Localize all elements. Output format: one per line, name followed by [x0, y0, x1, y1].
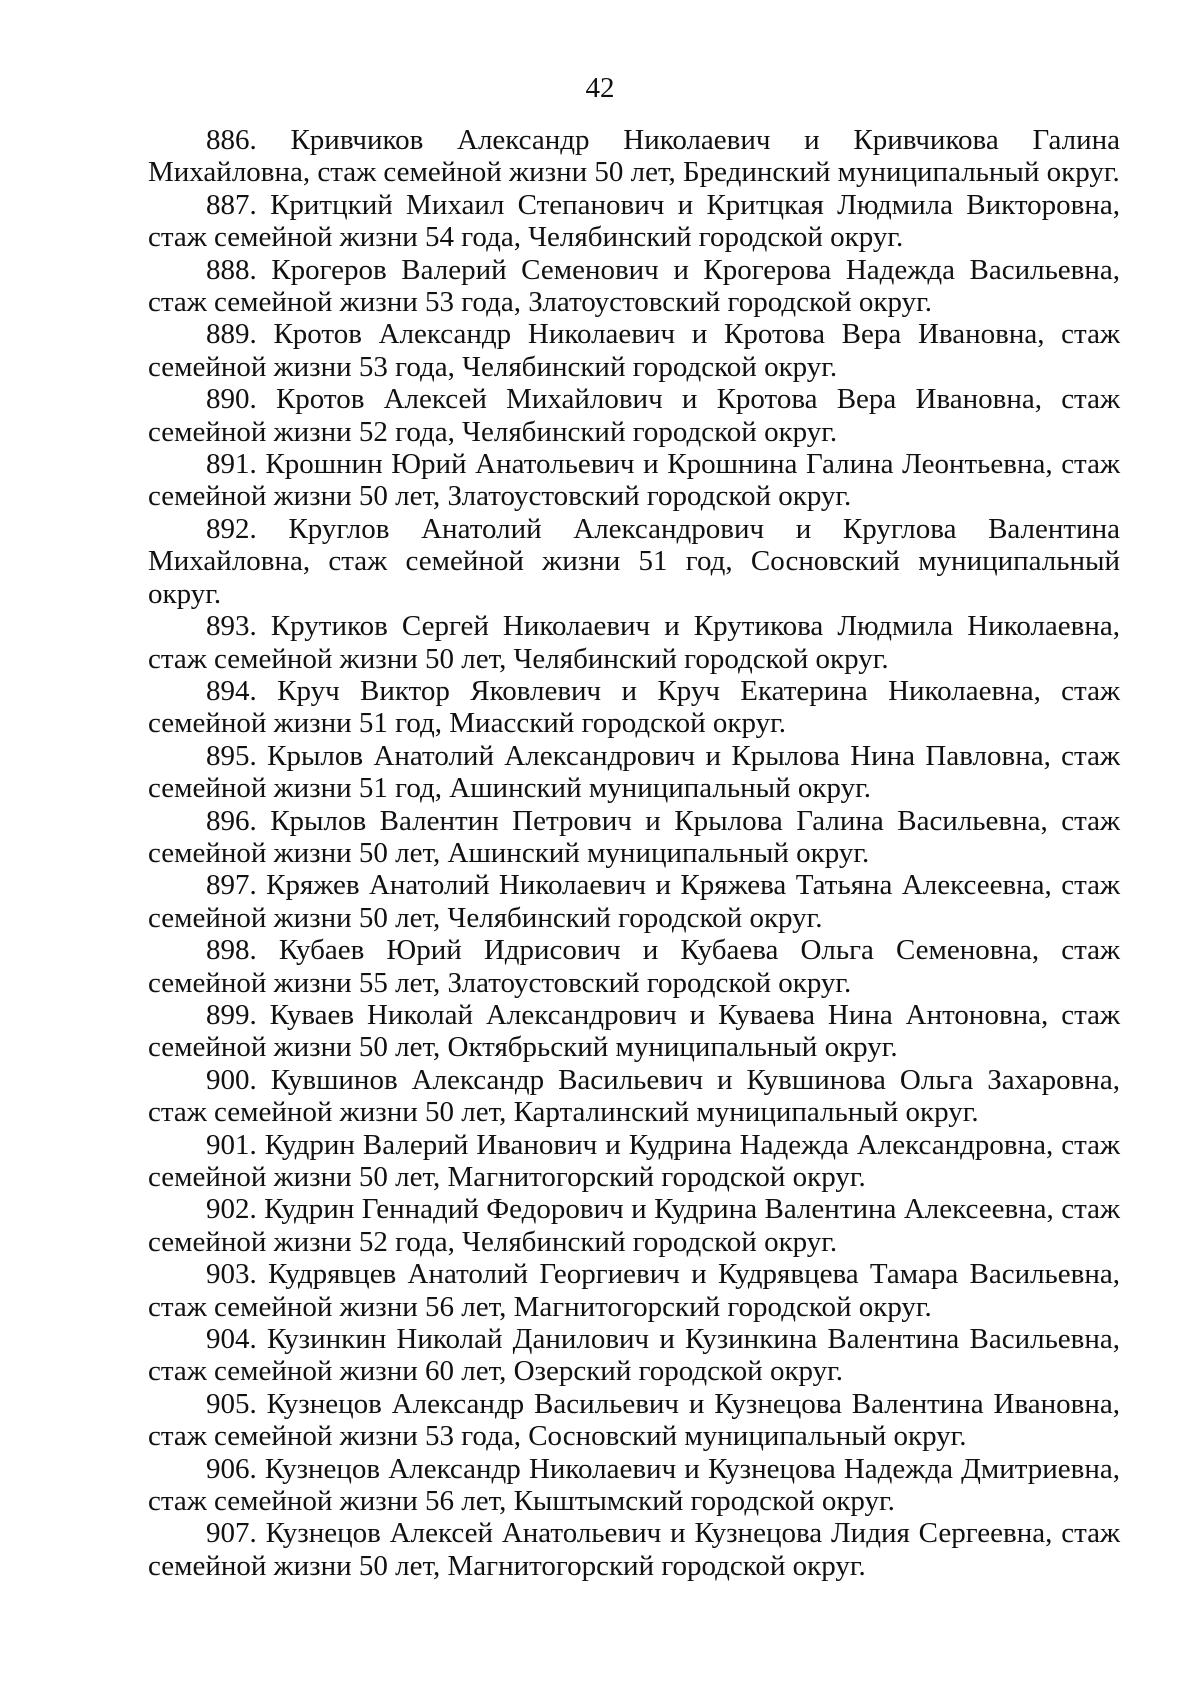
entry-number: 902.	[206, 1193, 257, 1226]
entry-text: Кузнецов Алексей Анатольевич и Кузнецова Лидия Сергеевна, стаж семейной жизни 50 лет, Магнитогорский городской округ.	[148, 1517, 1120, 1582]
entry-number: 886.	[206, 124, 257, 156]
entry-text: Крылов Анатолий Александрович и Крылова Нина Павловна, стаж семейной жизни 51 год, Ашинский муниципальный округ.	[148, 739, 1120, 805]
entry-number: 899.	[206, 998, 257, 1031]
entry-number: 904.	[206, 1323, 257, 1356]
list-item	[148, 675, 1120, 740]
entry-text: Крылов Валентин Петрович и Крылова Галина Васильевна, стаж семейной жизни 50 лет, Ашинский муниципальный округ.	[148, 804, 1121, 869]
entry-text: Крутиков Сергей Николаевич и Крутикова Людмила Николаевна, стаж семейной жизни 50 лет, Челябинский городской округ.	[148, 610, 1120, 675]
entry-text: Кротов Алексей Михайлович и Кротова Вера Ивановна, стаж семейной жизни 52 года, Челябинский городской округ.	[148, 383, 1120, 448]
page-number: 42	[585, 72, 615, 104]
entry-number: 890.	[206, 383, 257, 416]
entry-text: Крошнин Юрий Анатольевич и Крошнина Галина Леонтьевна, стаж семейной жизни 50 лет, Златоустовский городской округ.	[148, 448, 1120, 513]
entry-text: Куваев Николай Александрович и Куваева Нина Антоновна, стаж семейной жизни 50 лет, Октябрьский муниципальный округ.	[148, 998, 1121, 1064]
list-item	[148, 1064, 1120, 1129]
entry-text: Кузнецов Александр Николаевич и Кузнецова Надежда Дмитриевна, стаж семейной жизни 56 лет, Кыштымский городской округ.	[148, 1452, 1120, 1518]
entry-text: Кубаев Юрий Идрисович и Кубаева Ольга Семеновна, стаж семейной жизни 55 лет, Златоустовский городской округ.	[148, 934, 1120, 999]
entry-text: Круглов Анатолий Александрович и Круглова Валентина Михайловна, стаж семейной жизни 51 год, Сосновский муниципальный округ.	[148, 512, 1121, 610]
list-item	[148, 740, 1120, 805]
entry-number: 897.	[206, 869, 257, 902]
list-item	[148, 254, 1120, 319]
entry-number: 901.	[206, 1128, 257, 1161]
list-item	[148, 1129, 1120, 1194]
entry-number: 891.	[206, 448, 257, 481]
list-item	[148, 383, 1120, 448]
entry-number: 905.	[206, 1387, 257, 1420]
entry-number: 894.	[206, 674, 257, 707]
entry-text: Кривчиков Александр Николаевич и Кривчикова Галина Михайловна, стаж семейной жизни 50 лет, Брединский муниципальный округ.	[148, 124, 1120, 189]
list-item	[148, 1388, 1120, 1453]
entry-number: 887.	[206, 188, 257, 221]
list-item	[148, 448, 1120, 513]
entry-text: Кудрин Валерий Иванович и Кудрина Надежда Александровна, стаж семейной жизни 50 лет, Магнитогорский городской округ.	[148, 1128, 1121, 1193]
entry-text: Кувшинов Александр Васильевич и Кувшинова Ольга Захаровна, стаж семейной жизни 50 лет, Карталинский муниципальный округ.	[148, 1063, 1120, 1129]
entry-text: Критцкий Михаил Степанович и Критцкая Людмила Викторовна, стаж семейной жизни 54 года, Челябинский городской округ.	[148, 188, 1120, 254]
entry-text: Кудрявцев Анатолий Георгиевич и Кудрявцева Тамара Васильевна, стаж семейной жизни 56 лет, Магнитогорский городской округ.	[148, 1258, 1120, 1323]
list-item	[148, 610, 1120, 675]
list-item	[148, 1258, 1120, 1323]
entry-number: 893.	[206, 610, 257, 643]
list-item	[148, 1193, 1120, 1258]
entry-number: 895.	[206, 739, 257, 772]
list-item	[148, 869, 1120, 934]
entry-number: 903.	[206, 1258, 257, 1291]
entry-number: 898.	[206, 934, 257, 967]
list-item	[148, 934, 1120, 999]
list-item	[148, 805, 1120, 870]
list-item	[148, 1323, 1120, 1388]
list-item	[148, 1453, 1120, 1518]
entry-number: 892.	[206, 512, 257, 545]
list-item	[148, 189, 1120, 254]
list-item	[148, 999, 1120, 1064]
list-item	[148, 1517, 1120, 1582]
entry-text: Кряжев Анатолий Николаевич и Кряжева Татьяна Алексеевна, стаж семейной жизни 50 лет, Челябинский городской округ.	[148, 869, 1120, 934]
entry-number: 906.	[206, 1452, 257, 1485]
entry-number: 900.	[206, 1063, 257, 1096]
list-item	[148, 513, 1120, 610]
entry-text: Кузинкин Николай Данилович и Кузинкина Валентина Васильевна, стаж семейной жизни 60 лет, Озерский городской округ.	[148, 1323, 1120, 1388]
list-item	[148, 124, 1120, 189]
entry-text: Кудрин Геннадий Федорович и Кудрина Валентина Алексеевна, стаж семейной жизни 52 года, Челябинский городской округ.	[148, 1193, 1120, 1258]
entry-number: 889.	[206, 318, 257, 351]
entry-number: 907.	[206, 1517, 257, 1550]
entry-text: Кротов Александр Николаевич и Кротова Вера Ивановна, стаж семейной жизни 53 года, Челябинский городской округ.	[148, 318, 1120, 383]
entry-list	[148, 124, 1120, 1582]
entry-number: 888.	[206, 253, 257, 286]
entry-text: Круч Виктор Яковлевич и Круч Екатерина Николаевна, стаж семейной жизни 51 год, Миасский городской округ.	[148, 674, 1120, 740]
entry-text: Кузнецов Александр Васильевич и Кузнецова Валентина Ивановна, стаж семейной жизни 53 года, Сосновский муниципальный округ.	[148, 1387, 1120, 1453]
list-item	[148, 318, 1120, 383]
entry-number: 896.	[206, 804, 257, 837]
entry-text: Крогеров Валерий Семенович и Крогерова Надежда Васильевна, стаж семейной жизни 53 года, Златоустовский городской округ.	[148, 253, 1120, 319]
